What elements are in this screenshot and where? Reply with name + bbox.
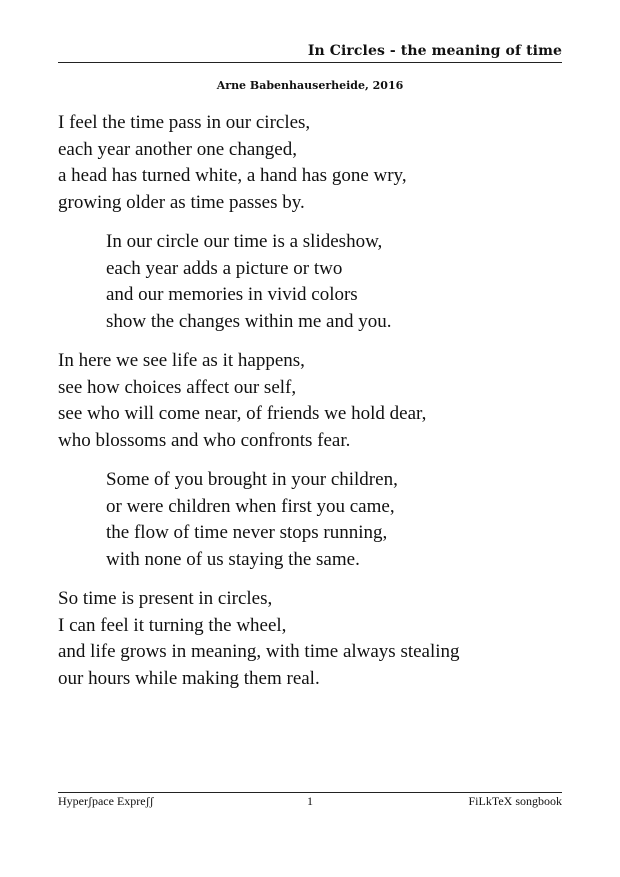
poem-line: a head has turned white, a hand has gone wry, [58, 165, 407, 186]
poem-line: show the changes within me and you. [106, 310, 392, 332]
footer-rule [58, 792, 562, 793]
poem-line: see how choices affect our self, [58, 376, 297, 398]
poem-line: or were children when first you came, [106, 495, 395, 517]
footer-songbook: FiLkTeX songbook [468, 794, 562, 808]
stanza-verse-1 [58, 110, 568, 216]
poem-line: who blossoms and who confronts fear. [58, 429, 351, 451]
poem-line: see who will come near, of friends we hold dear, [58, 403, 427, 424]
poem-line: Some of you brought in your children, [106, 469, 398, 490]
poem-line: each year adds a picture or two [106, 257, 343, 279]
stanza-chorus-1 [58, 229, 568, 335]
stanza-verse-3 [58, 586, 568, 692]
poem-line: our hours while making them real. [58, 667, 320, 689]
page-number: 1 [307, 794, 313, 808]
header-rule [58, 62, 562, 63]
poem-line: the flow of time never stops running, [106, 522, 388, 543]
page-header-title: In Circles - the meaning of time [307, 43, 562, 59]
stanza-chorus-2 [58, 467, 568, 573]
stanza-verse-2 [58, 348, 568, 454]
poem-line: I feel the time pass in our circles, [58, 112, 311, 133]
poem-line: and our memories in vivid colors [106, 284, 358, 305]
poem-line: with none of us staying the same. [106, 548, 360, 570]
poem-line: each year another one changed, [58, 138, 297, 160]
author-line: Arne Babenhauserheide, 2016 [216, 79, 404, 92]
poem-line: growing older as time passes by. [58, 191, 305, 213]
poem-body [58, 110, 568, 705]
footer-publication: Hyperʃpace Expreʃʃ [58, 794, 154, 808]
poem-line: I can feel it turning the wheel, [58, 614, 287, 636]
poem-line: So time is present in circles, [58, 588, 273, 609]
poem-line: In our circle our time is a slideshow, [106, 231, 383, 252]
poem-line: and life grows in meaning, with time always stealing [58, 641, 460, 662]
poem-line: In here we see life as it happens, [58, 350, 305, 371]
